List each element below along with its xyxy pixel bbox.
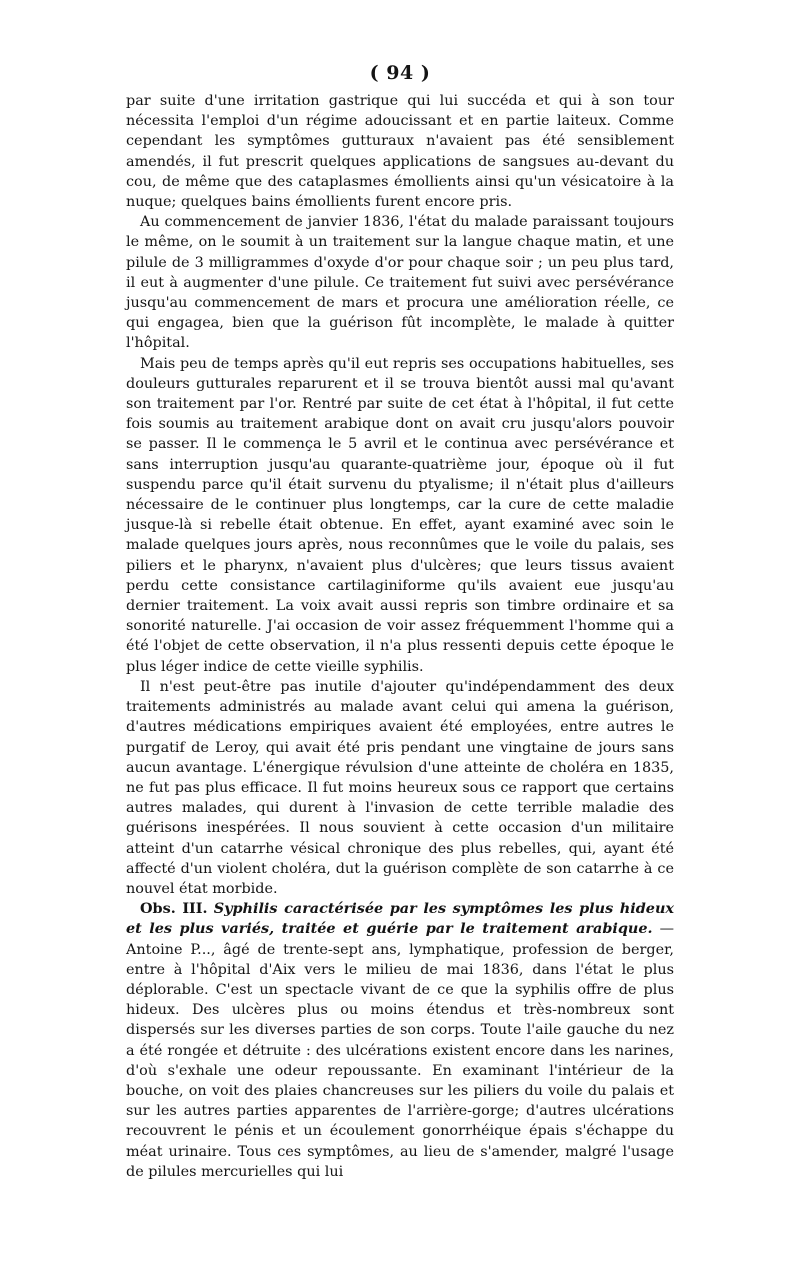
document-page [126, 62, 674, 1182]
observation-label: Obs. III. [140, 900, 208, 918]
paragraph-continuation: par suite d'une irritation gastrique qui lui succéda et qui à son tour nécessita l'emploi d'un régime adoucissant et en partie laiteux. Comme cependant les symptômes gutturaux n'avaient pas été sensiblement amendés, il fut prescrit quelques applications de sangsues au-devant du cou, de même que des cataplasmes émollients ainsi qu'un vésicatoire à la nuque; quelques bains émollients furent encore pris. [126, 93, 674, 211]
observation-paragraph [126, 899, 674, 1182]
observation-body: — Antoine P..., âgé de trente-sept ans, lymphatique, profession de berger, entre à l'hôpital d'Aix vers le milieu de mai 1836, dans l'état le plus déplorable. C'est un spectacle vivant de ce que la syphilis offre de plus hideux. Des ulcères plus ou moins étendus et très-nombreux sont dispersés sur les diverses parties de son corps. Toute l'aile gauche du nez a été rongée et détruite : des ulcérations existent encore dans les narines, d'où s'exhale une odeur repoussante. En examinant l'intérieur de la bouche, on voit des plaies chancreuses sur les piliers du voile du palais et sur les autres parties apparentes de l'arrière-gorge; d'autres ulcérations recouvrent le pénis et un écoulement gonorrhéique épais s'échappe du méat urinaire. Tous ces symptômes, au lieu de s'amender, malgré l'usage de pilules mercurielles qui lui [126, 921, 675, 1180]
paragraph-other-medications: Il n'est peut-être pas inutile d'ajouter qu'indépendamment des deux traitements administrés au malade avant celui qui amena la guérison, d'autres médications empiriques avaient été employées, entre autres le purgatif de Leroy, qui avait été pris pendant une vingtaine de jours sans aucun avantage. L'énergique révulsion d'une atteinte de choléra en 1835, ne fut pas plus efficace. Il fut moins heureux sous ce rapport que certains autres malades, qui durent à l'invasion de cette terrible maladie des guérisons inespérées. Il nous souvient à cette occasion d'un militaire atteint d'un catarrhe vésical chronique des plus rebelles, qui, ayant été affecté d'un violent choléra, dut la guérison complète de son catarrhe à ce nouvel état morbide. [126, 678, 674, 897]
page-number: ( 94 ) [369, 62, 431, 84]
paragraph-arabic-treatment: Mais peu de temps après qu'il eut repris ses occupations habituelles, ses douleurs gutturales reparurent et il se trouva bientôt aussi mal qu'avant son traitement par l'or. Rentré par suite de cet état à l'hôpital, il fut cette fois soumis au traitement arabique dont on avait cru jusqu'alors pouvoir se passer. Il le commença le 5 avril et le continua avec persévérance et sans interruption jusqu'au quarante-quatrième jour, époque où il fut suspendu parce qu'il était survenu du ptyalisme; il n'était plus d'ailleurs nécessaire de le continuer plus longtemps, car la cure de cette maladie jusque-là si rebelle était obtenue. En effet, ayant examiné avec soin le malade quelques jours après, nous reconnûmes que le voile du palais, ses piliers et le pharynx, n'avaient plus d'ulcères; que leurs tissus avaient perdu cette consistance cartilaginiforme qu'ils avaient eue jusqu'au dernier traitement. La voix avait aussi repris son timbre ordinaire et sa sonorité naturelle. J'ai occasion de voir assez fréquemment l'homme qui a été l'objet de cette observation, il n'a plus ressenti depuis cette époque le plus léger indice de cette vieille syphilis. [126, 355, 674, 675]
observation-title: Syphilis caractérisée par les symptômes les plus hideux et les plus variés, traitée et guérie par le traitement arabique. [126, 900, 674, 938]
paragraph-gold-treatment: Au commencement de janvier 1836, l'état du malade paraissant toujours le même, on le soumit à un traitement sur la langue chaque matin, et une pilule de 3 milligrammes d'oxyde d'or pour chaque soir ; un peu plus tard, il eut à augmenter d'une pilule. Ce traitement fut suivi avec persévérance jusqu'au commencement de mars et procura une amélioration réelle, ce qui engagea, bien que la guérison fût incomplète, le malade à quitter l'hôpital. [126, 214, 674, 352]
